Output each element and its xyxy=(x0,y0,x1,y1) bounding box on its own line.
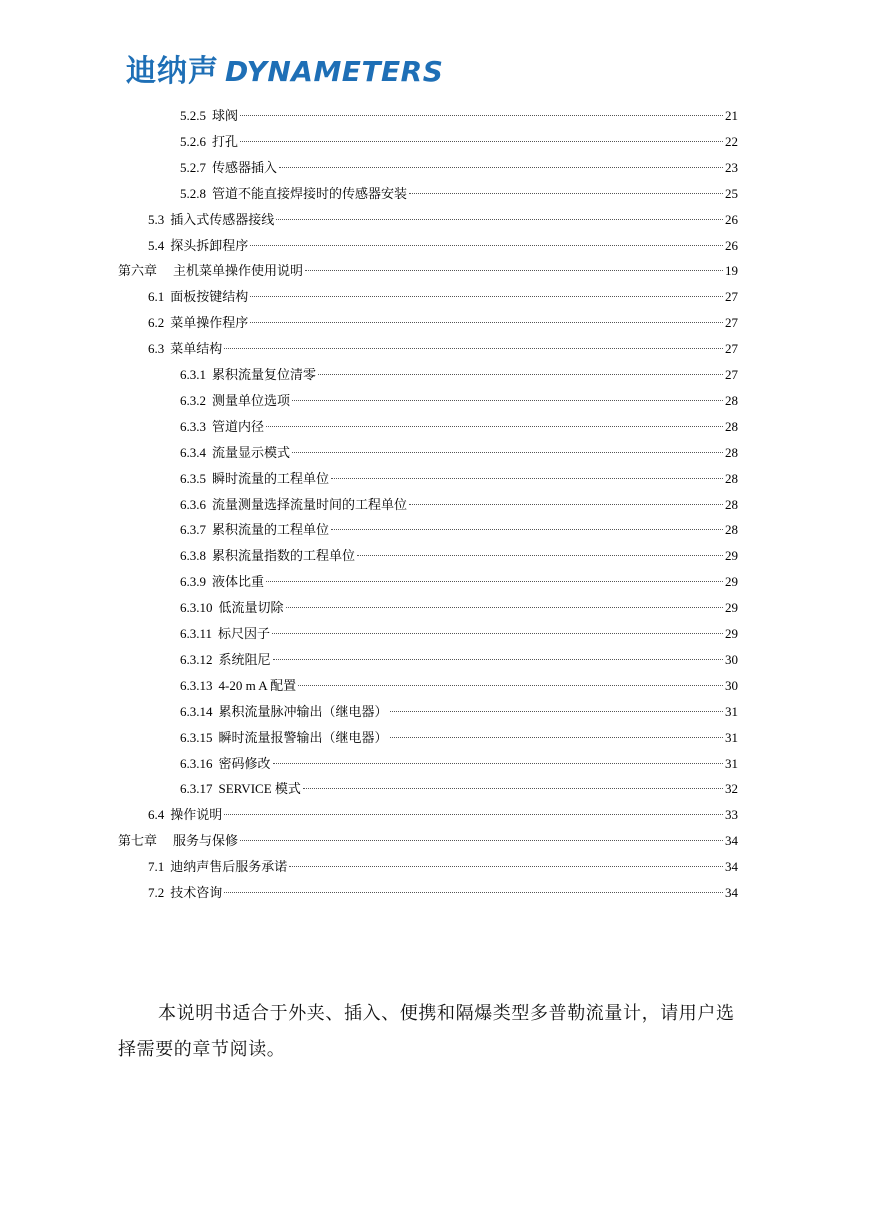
toc-entry-title: 瞬时流量报警输出（继电器） xyxy=(218,729,388,745)
toc-entry[interactable] xyxy=(180,546,738,566)
toc-entry[interactable] xyxy=(180,417,738,437)
logo-chinese-name: 迪纳声 xyxy=(126,54,219,89)
toc-dot-leader xyxy=(266,426,723,427)
toc-dot-leader xyxy=(331,478,723,479)
toc-dot-leader xyxy=(240,840,723,841)
toc-entry-page: 27 xyxy=(725,341,738,357)
toc-entry[interactable] xyxy=(148,339,738,359)
toc-entry-title: 菜单结构 xyxy=(170,341,223,357)
toc-entry-title: 管道内径 xyxy=(212,418,265,434)
toc-entry-number: 6.1 xyxy=(148,289,165,305)
toc-entry-number: 7.2 xyxy=(148,885,165,900)
company-logo xyxy=(126,46,444,89)
toc-entry-number: 6.3.6 xyxy=(180,496,206,512)
toc-entry-number: 6.3 xyxy=(148,341,165,357)
toc-entry-page: 33 xyxy=(725,807,738,823)
toc-entry-page: 28 xyxy=(725,496,738,512)
toc-dot-leader xyxy=(272,633,723,634)
toc-entry-number: 6.3.9 xyxy=(180,574,206,590)
toc-dot-leader xyxy=(273,763,723,764)
toc-entry-page: 19 xyxy=(725,263,738,279)
toc-entry-title: 累积流量复位清零 xyxy=(212,367,317,382)
toc-entry-page: 34 xyxy=(725,885,738,900)
toc-dot-leader xyxy=(409,504,723,505)
toc-entry[interactable] xyxy=(180,520,738,540)
toc-entry-title: 累积流量指数的工程单位 xyxy=(212,548,356,564)
toc-entry-number: 5.2.6 xyxy=(180,133,206,149)
toc-entry-number: 5.2.8 xyxy=(180,185,206,201)
toc-entry-page: 29 xyxy=(725,574,738,590)
toc-entry-title: 探头拆卸程序 xyxy=(170,237,249,253)
toc-entry-page: 22 xyxy=(725,133,738,149)
toc-entry-page: 27 xyxy=(725,367,738,382)
toc-entry-number: 5.3 xyxy=(148,211,165,227)
toc-entry-number: 6.3.7 xyxy=(180,522,206,538)
toc-entry-page: 31 xyxy=(725,703,738,719)
toc-entry-title: 系统阻尼 xyxy=(218,651,271,667)
toc-entry-title: 标尺因子 xyxy=(218,626,271,641)
toc-entry[interactable] xyxy=(148,287,738,307)
toc-entry-page: 28 xyxy=(725,470,738,486)
toc-entry-number: 6.3.17 xyxy=(180,781,213,797)
toc-entry[interactable] xyxy=(180,365,738,385)
toc-entry[interactable] xyxy=(148,857,738,877)
toc-entry[interactable] xyxy=(148,236,738,256)
toc-entry-number: 6.3.2 xyxy=(180,392,206,408)
toc-entry-number: 5.2.5 xyxy=(180,108,206,123)
toc-entry-page: 26 xyxy=(725,211,738,227)
toc-entry-number: 6.2 xyxy=(148,315,165,331)
toc-dot-leader xyxy=(390,711,723,712)
toc-entry-page: 30 xyxy=(725,651,738,667)
toc-dot-leader xyxy=(224,814,723,815)
toc-entry-number: 6.3.5 xyxy=(180,470,206,486)
toc-dot-leader xyxy=(276,219,723,220)
toc-entry[interactable] xyxy=(180,158,738,178)
toc-dot-leader xyxy=(224,348,723,349)
toc-entry-page: 28 xyxy=(725,392,738,408)
intro-paragraph: 本说明书适合于外夹、插入、便携和隔爆类型多普勒流量计，请用户选择需要的章节阅读。 xyxy=(118,1003,735,1060)
toc-entry[interactable] xyxy=(180,106,738,126)
toc-entry[interactable] xyxy=(180,754,738,774)
toc-entry-number: 6.3.3 xyxy=(180,418,206,434)
toc-dot-leader xyxy=(303,788,723,789)
toc-entry[interactable] xyxy=(148,210,738,230)
toc-entry[interactable] xyxy=(180,650,738,670)
toc-dot-leader xyxy=(240,141,723,142)
toc-entry-number: 6.3.13 xyxy=(180,677,213,693)
toc-entry-number: 6.3.10 xyxy=(180,600,213,616)
toc-entry[interactable] xyxy=(180,391,738,411)
toc-entry-number: 5.4 xyxy=(148,237,165,253)
toc-entry-number: 6.4 xyxy=(148,807,165,823)
toc-entry-page: 25 xyxy=(725,185,738,201)
toc-entry-title: 流量测量选择流量时间的工程单位 xyxy=(212,496,408,512)
toc-entry-title: 插入式传感器接线 xyxy=(170,211,275,227)
toc-entry-number: 6.3.16 xyxy=(180,755,213,771)
toc-entry[interactable] xyxy=(180,598,738,618)
toc-entry-page: 29 xyxy=(725,600,738,616)
toc-entry-page: 31 xyxy=(725,755,738,771)
toc-dot-leader xyxy=(292,400,723,401)
toc-dot-leader xyxy=(250,296,723,297)
toc-entry-number: 第七章 xyxy=(118,833,158,849)
toc-entry-page: 28 xyxy=(725,418,738,434)
toc-dot-leader xyxy=(286,607,723,608)
toc-entry[interactable] xyxy=(180,676,738,696)
toc-entry-title: 测量单位选项 xyxy=(212,392,291,408)
toc-dot-leader xyxy=(273,659,723,660)
toc-entry-page: 29 xyxy=(725,626,738,641)
toc-entry-title: 瞬时流量的工程单位 xyxy=(212,470,330,486)
toc-entry-title: 流量显示模式 xyxy=(212,444,291,460)
toc-dot-leader xyxy=(357,555,723,556)
toc-entry-page: 21 xyxy=(725,108,738,123)
toc-entry-title: 管道不能直接焊接时的传感器安装 xyxy=(212,185,408,201)
toc-entry-page: 27 xyxy=(725,315,738,331)
toc-dot-leader xyxy=(250,322,723,323)
toc-dot-leader xyxy=(240,115,723,116)
toc-entry-number: 5.2.7 xyxy=(180,159,206,175)
logo-english-name: DYNAMETERS xyxy=(225,55,444,88)
toc-entry-page: 34 xyxy=(725,833,738,849)
toc-dot-leader xyxy=(266,581,723,582)
toc-entry[interactable] xyxy=(180,624,738,644)
toc-entry-title: 密码修改 xyxy=(218,755,271,771)
toc-entry[interactable] xyxy=(180,702,738,722)
toc-entry-title: 主机菜单操作使用说明 xyxy=(173,263,304,279)
toc-entry-title: 4-20 m A 配置 xyxy=(218,677,297,693)
toc-entry-page: 23 xyxy=(725,159,738,175)
toc-entry[interactable] xyxy=(180,572,738,592)
toc-dot-leader xyxy=(318,374,723,375)
toc-entry-page: 28 xyxy=(725,522,738,538)
toc-entry[interactable] xyxy=(180,779,738,799)
toc-entry-number: 第六章 xyxy=(118,263,158,279)
toc-entry-title: 面板按键结构 xyxy=(170,289,249,305)
toc-entry-page: 31 xyxy=(725,729,738,745)
toc-entry[interactable] xyxy=(148,883,738,903)
toc-dot-leader xyxy=(390,737,723,738)
toc-entry-page: 29 xyxy=(725,548,738,564)
toc-entry-title: 技术咨询 xyxy=(170,885,223,900)
toc-entry[interactable] xyxy=(180,184,738,204)
toc-dot-leader xyxy=(279,167,723,168)
toc-entry-title: 累积流量的工程单位 xyxy=(212,522,330,538)
toc-entry[interactable] xyxy=(180,728,738,748)
toc-entry-title: 传感器插入 xyxy=(212,159,278,175)
toc-entry[interactable] xyxy=(180,495,738,515)
toc-entry[interactable] xyxy=(148,313,738,333)
toc-entry-page: 27 xyxy=(725,289,738,305)
toc-entry-title: 液体比重 xyxy=(212,574,265,590)
toc-entry-number: 6.3.11 xyxy=(180,626,213,641)
toc-entry-page: 28 xyxy=(725,444,738,460)
toc-entry-number: 6.3.1 xyxy=(180,367,206,382)
toc-entry-title: 迪纳声售后服务承诺 xyxy=(170,859,288,875)
toc-entry-page: 30 xyxy=(725,677,738,693)
toc-entry[interactable] xyxy=(180,469,738,489)
toc-entry-title: 操作说明 xyxy=(170,807,223,823)
toc-entry-number: 6.3.15 xyxy=(180,729,213,745)
toc-entry-number: 6.3.14 xyxy=(180,703,213,719)
toc-entry-page: 26 xyxy=(725,237,738,253)
toc-dot-leader xyxy=(331,529,723,530)
toc-entry-title: SERVICE 模式 xyxy=(218,781,301,797)
toc-dot-leader xyxy=(305,270,723,271)
toc-entry-title: 服务与保修 xyxy=(173,833,239,849)
toc-entry-number: 6.3.4 xyxy=(180,444,206,460)
toc-entry-title: 累积流量脉冲输出（继电器） xyxy=(218,703,388,719)
toc-entry[interactable] xyxy=(118,831,738,851)
toc-entry-title: 菜单操作程序 xyxy=(170,315,249,331)
toc-entry-number: 7.1 xyxy=(148,859,165,875)
toc-dot-leader xyxy=(298,685,723,686)
toc-entry[interactable] xyxy=(180,132,738,152)
toc-entry[interactable] xyxy=(118,261,738,281)
toc-entry-page: 32 xyxy=(725,781,738,797)
toc-entry-number: 6.3.8 xyxy=(180,548,206,564)
toc-entry-title: 球阀 xyxy=(212,108,239,123)
toc-entry[interactable] xyxy=(180,443,738,463)
toc-entry[interactable] xyxy=(148,805,738,825)
toc-dot-leader xyxy=(292,452,723,453)
toc-entry-page: 34 xyxy=(725,859,738,875)
toc-entry-title: 低流量切除 xyxy=(218,600,284,616)
toc-dot-leader xyxy=(409,193,723,194)
toc-entry-number: 6.3.12 xyxy=(180,651,213,667)
toc-dot-leader xyxy=(289,866,723,867)
toc-dot-leader xyxy=(250,245,723,246)
toc-dot-leader xyxy=(224,892,723,893)
toc-entry-title: 打孔 xyxy=(212,133,239,149)
